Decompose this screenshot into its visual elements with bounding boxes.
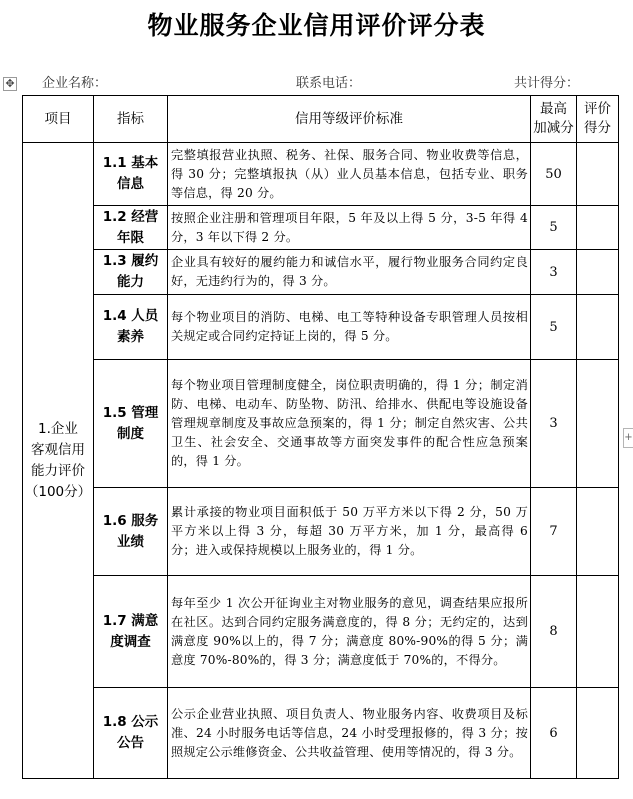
table-row bbox=[23, 295, 619, 360]
header-indicator: 指标 bbox=[94, 96, 168, 143]
eval-score-input[interactable] bbox=[577, 688, 619, 779]
indicator-line2: 能力 bbox=[117, 274, 144, 290]
eval-score-input[interactable] bbox=[577, 143, 619, 206]
category-cell bbox=[23, 143, 94, 779]
max-score-cell: 7 bbox=[531, 488, 577, 576]
criteria-cell: 企业具有较好的履约能力和诚信水平，履行物业服务合同约定良好，无违约行为的，得 3 分。 bbox=[168, 250, 531, 295]
total-score-label: 共计得分： bbox=[514, 76, 580, 91]
indicator-line1: 1.7 满意 bbox=[102, 612, 159, 629]
category-line3: 能力评价 bbox=[31, 462, 85, 479]
indicator-cell bbox=[94, 360, 168, 488]
indicator-line2: 度调查 bbox=[110, 633, 151, 650]
header-eval-line1: 评价 bbox=[584, 101, 611, 117]
max-score-cell: 8 bbox=[531, 576, 577, 688]
category-line4: （100分） bbox=[24, 483, 92, 500]
indicator-cell bbox=[94, 250, 168, 295]
header-max-deduct bbox=[531, 96, 577, 143]
indicator-line1: 1.3 履约 bbox=[102, 253, 159, 269]
indicator-line1: 1.2 经营 bbox=[102, 208, 159, 225]
indicator-cell bbox=[94, 295, 168, 360]
plus-icon[interactable]: + bbox=[623, 428, 633, 448]
header-criteria: 信用等级评价标准 bbox=[168, 96, 531, 143]
table-move-handle-icon[interactable]: ✥ bbox=[3, 77, 17, 91]
criteria-cell: 每个物业项目管理制度健全，岗位职责明确的，得 1 分；制定消防、电梯、电动车、防坠物、防汛、给排水、供配电等设施设备管理规章制度及事故应急预案的，得 1 分；制定自然灾害、公共卫生、社会安全、交通事故等方面突发事件的配合性应急预案的，得 1 分。 bbox=[168, 360, 531, 488]
indicator-line1: 1.8 公示 bbox=[102, 714, 159, 730]
indicator-cell bbox=[94, 488, 168, 576]
eval-score-input[interactable] bbox=[577, 360, 619, 488]
max-score-cell: 5 bbox=[531, 206, 577, 250]
indicator-line1: 1.6 服务 bbox=[102, 512, 159, 529]
indicator-line2: 信息 bbox=[117, 176, 144, 192]
max-score-cell: 5 bbox=[531, 295, 577, 360]
criteria-cell: 累计承接的物业项目面积低于 50 万平方米以下得 2 分，50 万平方米以上得 3 分，每超 30 万平方米，加 1 分，最高得 6 分；进入或保持规模以上服务业的，得 1 分。 bbox=[168, 488, 531, 576]
header-row bbox=[23, 96, 619, 143]
indicator-cell bbox=[94, 576, 168, 688]
phone-label: 联系电话： bbox=[296, 76, 362, 91]
indicator-cell bbox=[94, 206, 168, 250]
table-row bbox=[23, 360, 619, 488]
category-line1: 1.企业 bbox=[38, 420, 78, 437]
max-score-cell: 3 bbox=[531, 250, 577, 295]
criteria-cell: 完整填报营业执照、税务、社保、服务合同、物业收费等信息，得 30 分；完整填报执（从）业人员基本信息，包括专业、职务等信息，得 20 分。 bbox=[168, 143, 531, 206]
header-item: 项目 bbox=[23, 96, 94, 143]
eval-score-input[interactable] bbox=[577, 206, 619, 250]
criteria-cell: 公示企业营业执照、项目负责人、物业服务内容、收费项目及标准、24 小时服务电话等信息，24 小时受理报修的，得 3 分；按照规定公示维修资金、公共收益管理、使用等情况的，得 3 分。 bbox=[168, 688, 531, 779]
header-max-deduct-line2: 加减分 bbox=[533, 120, 574, 136]
criteria-cell: 每个物业项目的消防、电梯、电工等特种设备专职管理人员按相关规定或合同约定持证上岗的，得 5 分。 bbox=[168, 295, 531, 360]
indicator-line1: 1.5 管理 bbox=[102, 404, 159, 421]
table-row bbox=[23, 143, 619, 206]
header-eval-score bbox=[577, 96, 619, 143]
criteria-cell: 按照企业注册和管理项目年限，5 年及以上得 5 分，3-5 年得 4 分，3 年以下得 2 分。 bbox=[168, 206, 531, 250]
header-max-deduct-line1: 最高 bbox=[540, 101, 567, 117]
table-row bbox=[23, 206, 619, 250]
table-row bbox=[23, 250, 619, 295]
indicator-line2: 素养 bbox=[117, 329, 144, 345]
indicator-cell bbox=[94, 688, 168, 779]
indicator-line2: 年限 bbox=[117, 229, 144, 246]
company-name-label: 企业名称： bbox=[42, 76, 108, 91]
page-title: 物业服务企业信用评价评分表 bbox=[147, 11, 486, 40]
score-table bbox=[22, 95, 619, 779]
category-line2: 客观信用 bbox=[31, 441, 85, 458]
indicator-line2: 业绩 bbox=[117, 533, 144, 550]
eval-score-input[interactable] bbox=[577, 295, 619, 360]
max-score-cell: 50 bbox=[531, 143, 577, 206]
header-eval-line2: 得分 bbox=[584, 120, 611, 136]
criteria-cell: 每年至少 1 次公开征询业主对物业服务的意见，调查结果应报所在社区。达到合同约定服务满意度的，得 8 分；无约定的，达到满意度 90%以上的，得 7 分；满意度 80%-90%的得 5 分；满意度 70%-80%的，得 3 分；满意度低于 70%的，不得分。 bbox=[168, 576, 531, 688]
eval-score-input[interactable] bbox=[577, 250, 619, 295]
table-row bbox=[23, 576, 619, 688]
eval-score-input[interactable] bbox=[577, 576, 619, 688]
indicator-cell bbox=[94, 143, 168, 206]
table-row bbox=[23, 688, 619, 779]
indicator-line2: 制度 bbox=[117, 425, 144, 442]
table-row bbox=[23, 488, 619, 576]
eval-score-input[interactable] bbox=[577, 488, 619, 576]
max-score-cell: 6 bbox=[531, 688, 577, 779]
indicator-line1: 1.1 基本 bbox=[102, 155, 159, 171]
indicator-line2: 公告 bbox=[117, 735, 144, 751]
max-score-cell: 3 bbox=[531, 360, 577, 488]
indicator-line1: 1.4 人员 bbox=[102, 308, 159, 324]
